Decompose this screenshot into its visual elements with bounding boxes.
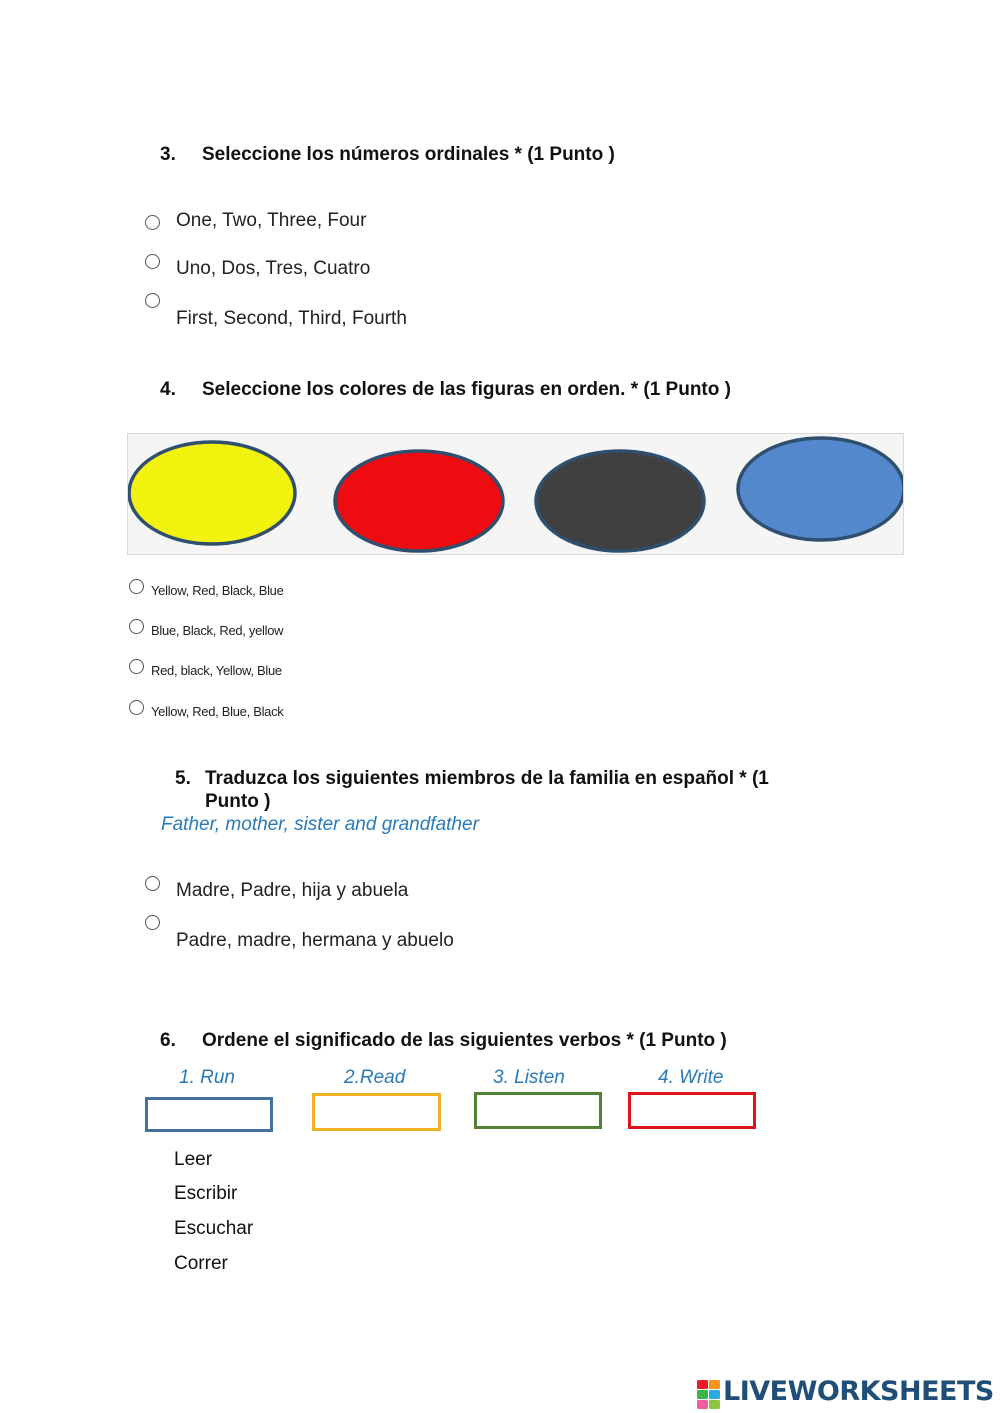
word-escribir[interactable]: Escribir [174,1183,238,1204]
q5-option-1-label[interactable]: Madre, Padre, hija y abuela [176,880,409,901]
read-answer-box[interactable] [312,1093,441,1131]
q5-title-line2: Punto ) [205,791,271,812]
q4-option-3-radio[interactable] [129,659,144,674]
write-answer-box[interactable] [628,1092,756,1129]
q4-option-1-label[interactable]: Yellow, Red, Black, Blue [151,583,284,598]
q4-number: 4. [160,379,176,400]
verb-label-read: 2.Read [344,1067,406,1088]
q5-option-2-radio[interactable] [145,915,160,930]
color-shapes-svg [128,434,904,555]
q3-option-3-label[interactable]: First, Second, Third, Fourth [176,308,407,329]
q4-option-2-label[interactable]: Blue, Black, Red, yellow [151,623,284,638]
q3-title [160,144,615,166]
q4-option-3-label[interactable]: Red, black, Yellow, Blue [151,663,282,678]
q3-option-3-radio[interactable] [145,293,160,308]
liveworksheets-wordmark: LIVEWORKSHEETS [723,1376,994,1407]
listen-answer-box[interactable] [474,1092,602,1129]
verb-label-run: 1. Run [179,1067,235,1088]
word-leer[interactable]: Leer [174,1149,213,1170]
q4-option-2-radio[interactable] [129,619,144,634]
q5-title-line1 [175,768,769,790]
verb-label-listen: 3. Listen [493,1067,565,1088]
q6-title [160,1030,727,1052]
color-shapes-image [127,433,904,555]
q4-option-1-radio[interactable] [129,579,144,594]
red-oval [335,451,503,551]
word-escuchar[interactable]: Escuchar [174,1218,254,1239]
verb-label-write: 4. Write [658,1067,724,1088]
q4-title [160,379,731,401]
q3-title-text: Seleccione los números ordinales * (1 Punto ) [202,144,615,165]
q3-option-1-radio[interactable] [145,215,160,230]
yellow-oval [129,442,295,544]
black-oval [536,451,704,551]
q3-option-2-label[interactable]: Uno, Dos, Tres, Cuatro [176,258,371,279]
q3-option-1-label[interactable]: One, Two, Three, Four [176,210,367,231]
word-correr[interactable]: Correr [174,1253,228,1274]
q5-option-1-radio[interactable] [145,876,160,891]
q5-option-2-label[interactable]: Padre, madre, hermana y abuelo [176,930,454,951]
blue-oval [738,438,904,540]
run-answer-box[interactable] [145,1097,273,1132]
q3-option-2-radio[interactable] [145,254,160,269]
q6-title-text: Ordene el significado de las siguientes verbos * (1 Punto ) [202,1030,727,1051]
q3-number: 3. [160,144,176,165]
q5-title-text: Traduzca los siguientes miembros de la familia en español * (1 [205,768,769,789]
liveworksheets-icon [697,1380,721,1410]
q5-number: 5. [175,768,191,789]
q4-option-4-radio[interactable] [129,700,144,715]
q6-number: 6. [160,1030,176,1051]
q4-title-text: Seleccione los colores de las figuras en orden. * (1 Punto ) [202,379,731,400]
q5-prompt: Father, mother, sister and grandfather [161,814,479,835]
q4-option-4-label[interactable]: Yellow, Red, Blue, Black [151,704,284,719]
